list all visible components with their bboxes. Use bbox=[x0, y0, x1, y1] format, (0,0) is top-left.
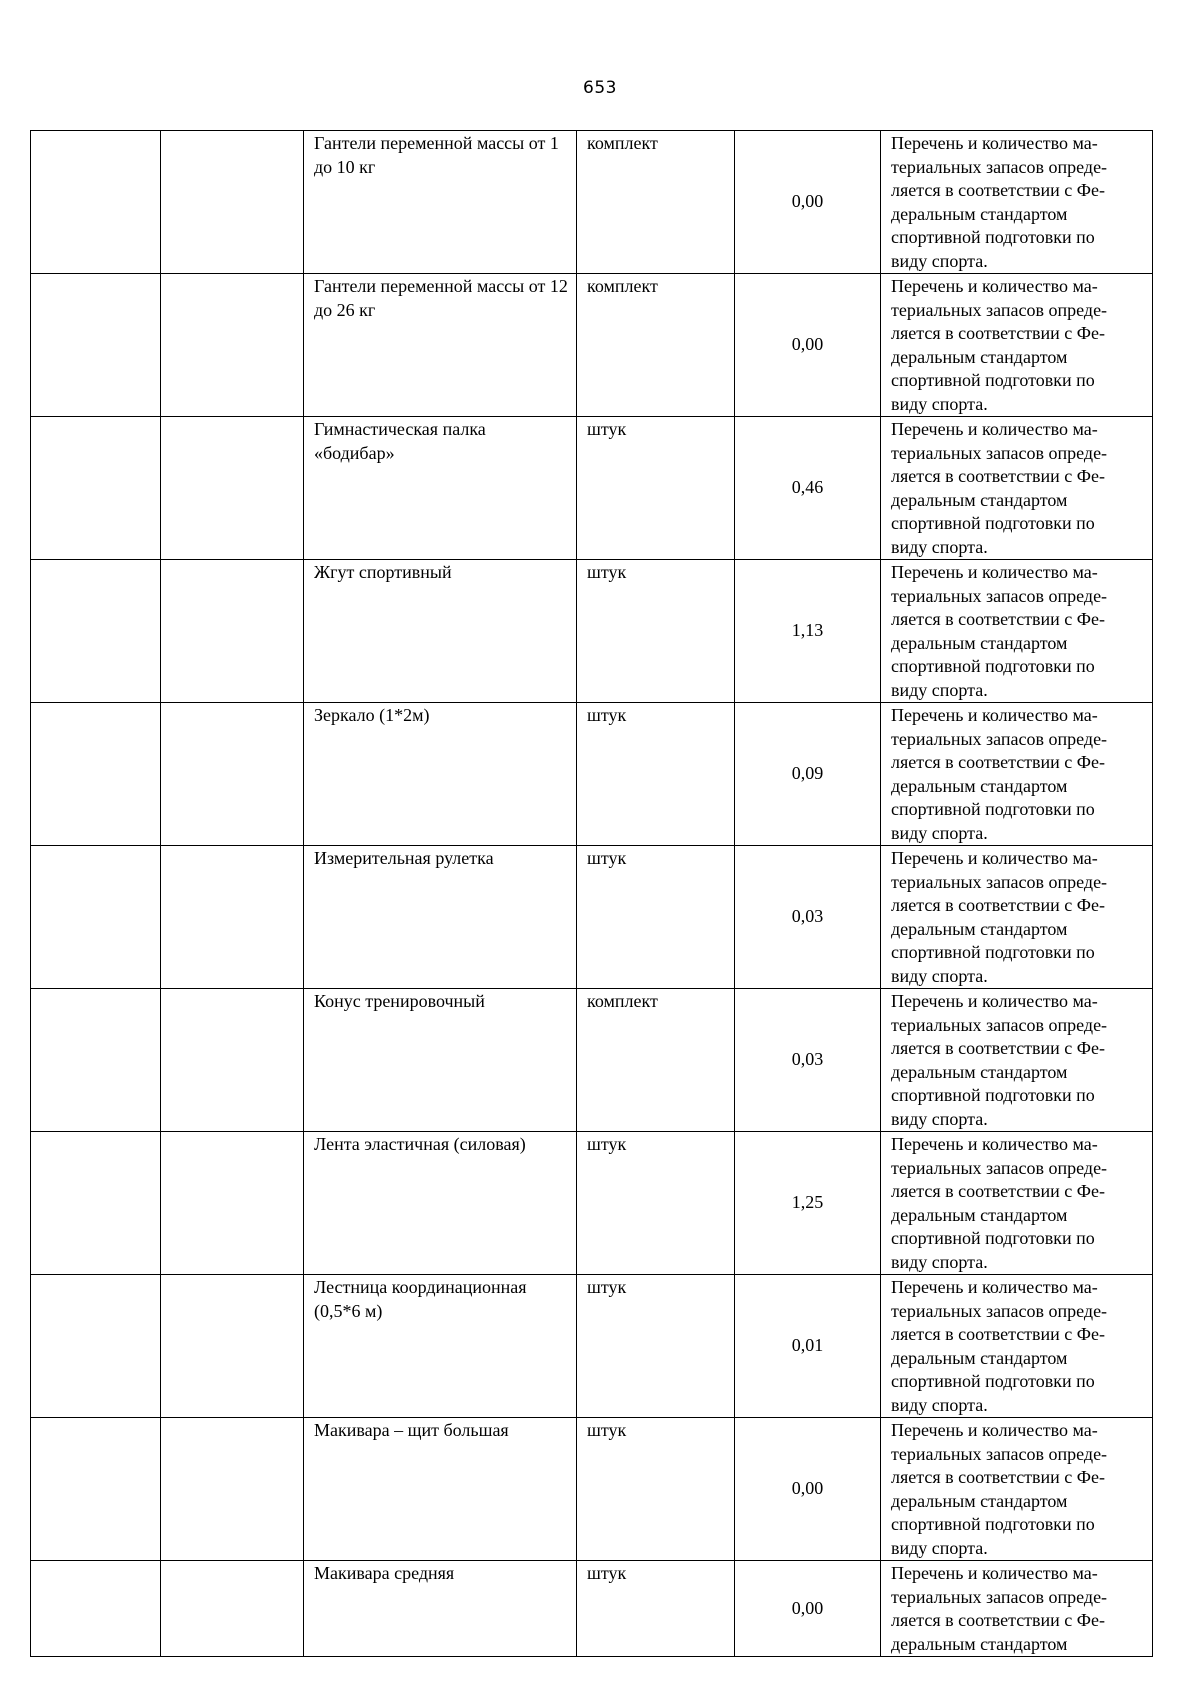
note-line: спортивной подготовки по bbox=[891, 942, 1095, 962]
subsection-cell bbox=[161, 1418, 304, 1561]
item-name: Макивара средняя bbox=[304, 1561, 577, 1657]
section-cell bbox=[31, 1418, 161, 1561]
item-note bbox=[881, 1275, 1153, 1418]
item-quantity: 0,03 bbox=[735, 846, 881, 989]
note-line: деральным стандартом bbox=[891, 1490, 1068, 1511]
item-quantity: 0,03 bbox=[735, 989, 881, 1132]
item-note bbox=[881, 703, 1153, 846]
note-line: виду спорта. bbox=[891, 1394, 988, 1415]
item-name: Макивара – щит большая bbox=[304, 1418, 577, 1561]
note-line: териальных запасов опреде- bbox=[891, 442, 1108, 463]
subsection-cell bbox=[161, 703, 304, 846]
note-line: ляется в соответствии с Фе- bbox=[891, 609, 1106, 629]
note-line: ляется в соответствии с Фе- bbox=[891, 1181, 1106, 1201]
item-name: Зеркало (1*2м) bbox=[304, 703, 577, 846]
item-quantity: 0,00 bbox=[735, 1418, 881, 1561]
item-unit: штук bbox=[577, 1275, 735, 1418]
item-note bbox=[881, 560, 1153, 703]
item-note bbox=[881, 417, 1153, 560]
item-name: Измерительная рулетка bbox=[304, 846, 577, 989]
subsection-cell bbox=[161, 1561, 304, 1657]
item-unit: штук bbox=[577, 1132, 735, 1275]
item-unit: штук bbox=[577, 417, 735, 560]
note-line: деральным стандартом bbox=[891, 1633, 1068, 1654]
note-line: Перечень и количество ма- bbox=[891, 1563, 1098, 1583]
note-line: спортивной подготовки по bbox=[891, 513, 1095, 533]
item-name: Гантели переменной массы от 12 до 26 кг bbox=[304, 274, 577, 417]
note-line: териальных запасов опреде- bbox=[891, 1157, 1108, 1178]
section-cell bbox=[31, 131, 161, 274]
note-line: виду спорта. bbox=[891, 965, 988, 986]
table-row bbox=[31, 703, 1153, 846]
section-cell bbox=[31, 1132, 161, 1275]
note-line: Перечень и количество ма- bbox=[891, 705, 1098, 725]
section-cell bbox=[31, 989, 161, 1132]
item-unit: штук bbox=[577, 560, 735, 703]
item-note bbox=[881, 1418, 1153, 1561]
note-line: Перечень и количество ма- bbox=[891, 276, 1098, 296]
note-line: ляется в соответствии с Фе- bbox=[891, 180, 1106, 200]
note-line: ляется в соответствии с Фе- bbox=[891, 895, 1106, 915]
note-line: деральным стандартом bbox=[891, 775, 1068, 796]
note-line: виду спорта. bbox=[891, 393, 988, 414]
item-name: Гантели переменной массы от 1 до 10 кг bbox=[304, 131, 577, 274]
subsection-cell bbox=[161, 1275, 304, 1418]
item-note bbox=[881, 989, 1153, 1132]
item-unit: комплект bbox=[577, 274, 735, 417]
item-unit: комплект bbox=[577, 989, 735, 1132]
note-line: спортивной подготовки по bbox=[891, 799, 1095, 819]
note-line: Перечень и количество ма- bbox=[891, 419, 1098, 439]
note-line: териальных запасов опреде- bbox=[891, 1443, 1108, 1464]
note-line: териальных запасов опреде- bbox=[891, 1586, 1108, 1607]
note-line: Перечень и количество ма- bbox=[891, 1277, 1098, 1297]
subsection-cell bbox=[161, 989, 304, 1132]
table-row bbox=[31, 417, 1153, 560]
item-note bbox=[881, 274, 1153, 417]
note-line: спортивной подготовки по bbox=[891, 1085, 1095, 1105]
subsection-cell bbox=[161, 131, 304, 274]
table-row bbox=[31, 131, 1153, 274]
item-name: Лестница координационная (0,5*6 м) bbox=[304, 1275, 577, 1418]
note-line: ляется в соответствии с Фе- bbox=[891, 323, 1106, 343]
note-line: деральным стандартом bbox=[891, 489, 1068, 510]
item-quantity: 0,01 bbox=[735, 1275, 881, 1418]
subsection-cell bbox=[161, 274, 304, 417]
item-quantity: 0,00 bbox=[735, 1561, 881, 1657]
item-name: Гимнастическая палка «бодибар» bbox=[304, 417, 577, 560]
item-unit: штук bbox=[577, 1561, 735, 1657]
note-line: териальных запасов опреде- bbox=[891, 871, 1108, 892]
item-unit: штук bbox=[577, 1418, 735, 1561]
item-name: Конус тренировочный bbox=[304, 989, 577, 1132]
note-line: териальных запасов опреде- bbox=[891, 728, 1108, 749]
item-unit: комплект bbox=[577, 131, 735, 274]
note-line: деральным стандартом bbox=[891, 1347, 1068, 1368]
item-name: Лента эластичная (силовая) bbox=[304, 1132, 577, 1275]
note-line: виду спорта. bbox=[891, 679, 988, 700]
note-line: виду спорта. bbox=[891, 250, 988, 271]
note-line: виду спорта. bbox=[891, 1537, 988, 1558]
section-cell bbox=[31, 274, 161, 417]
note-line: виду спорта. bbox=[891, 822, 988, 843]
note-line: виду спорта. bbox=[891, 1251, 988, 1272]
item-name: Жгут спортивный bbox=[304, 560, 577, 703]
subsection-cell bbox=[161, 560, 304, 703]
note-line: териальных запасов опреде- bbox=[891, 1300, 1108, 1321]
note-line: деральным стандартом bbox=[891, 203, 1068, 224]
section-cell bbox=[31, 1275, 161, 1418]
note-line: деральным стандартом bbox=[891, 1204, 1068, 1225]
note-line: спортивной подготовки по bbox=[891, 1371, 1095, 1391]
item-quantity: 0,00 bbox=[735, 131, 881, 274]
subsection-cell bbox=[161, 846, 304, 989]
note-line: Перечень и количество ма- bbox=[891, 848, 1098, 868]
item-note bbox=[881, 846, 1153, 989]
item-unit: штук bbox=[577, 703, 735, 846]
subsection-cell bbox=[161, 1132, 304, 1275]
note-line: деральным стандартом bbox=[891, 346, 1068, 367]
note-line: спортивной подготовки по bbox=[891, 227, 1095, 247]
note-line: спортивной подготовки по bbox=[891, 1514, 1095, 1534]
note-line: ляется в соответствии с Фе- bbox=[891, 752, 1106, 772]
table-row bbox=[31, 989, 1153, 1132]
table-row bbox=[31, 1561, 1153, 1657]
note-line: Перечень и количество ма- bbox=[891, 133, 1098, 153]
table-row bbox=[31, 1132, 1153, 1275]
table-row bbox=[31, 846, 1153, 989]
table-row bbox=[31, 1275, 1153, 1418]
note-line: ляется в соответствии с Фе- bbox=[891, 1038, 1106, 1058]
note-line: териальных запасов опреде- bbox=[891, 1014, 1108, 1035]
item-quantity: 1,25 bbox=[735, 1132, 881, 1275]
note-line: спортивной подготовки по bbox=[891, 370, 1095, 390]
material-reserves-table bbox=[30, 130, 1153, 1657]
section-cell bbox=[31, 560, 161, 703]
item-quantity: 0,46 bbox=[735, 417, 881, 560]
table-row bbox=[31, 1418, 1153, 1561]
note-line: ляется в соответствии с Фе- bbox=[891, 1610, 1106, 1630]
page-number: 653 bbox=[583, 78, 617, 98]
note-line: Перечень и количество ма- bbox=[891, 1420, 1098, 1440]
section-cell bbox=[31, 1561, 161, 1657]
table-row bbox=[31, 560, 1153, 703]
item-quantity: 0,09 bbox=[735, 703, 881, 846]
section-cell bbox=[31, 846, 161, 989]
note-line: териальных запасов опреде- bbox=[891, 156, 1108, 177]
table-row bbox=[31, 274, 1153, 417]
note-line: териальных запасов опреде- bbox=[891, 585, 1108, 606]
note-line: Перечень и количество ма- bbox=[891, 562, 1098, 582]
note-line: виду спорта. bbox=[891, 536, 988, 557]
item-quantity: 0,00 bbox=[735, 274, 881, 417]
item-note bbox=[881, 1561, 1153, 1657]
item-quantity: 1,13 bbox=[735, 560, 881, 703]
note-line: виду спорта. bbox=[891, 1108, 988, 1129]
note-line: ляется в соответствии с Фе- bbox=[891, 466, 1106, 486]
item-unit: штук bbox=[577, 846, 735, 989]
note-line: териальных запасов опреде- bbox=[891, 299, 1108, 320]
note-line: деральным стандартом bbox=[891, 918, 1068, 939]
note-line: Перечень и количество ма- bbox=[891, 1134, 1098, 1154]
note-line: деральным стандартом bbox=[891, 1061, 1068, 1082]
note-line: ляется в соответствии с Фе- bbox=[891, 1324, 1106, 1344]
note-line: спортивной подготовки по bbox=[891, 656, 1095, 676]
subsection-cell bbox=[161, 417, 304, 560]
item-note bbox=[881, 131, 1153, 274]
section-cell bbox=[31, 417, 161, 560]
note-line: деральным стандартом bbox=[891, 632, 1068, 653]
section-cell bbox=[31, 703, 161, 846]
item-note bbox=[881, 1132, 1153, 1275]
note-line: спортивной подготовки по bbox=[891, 1228, 1095, 1248]
note-line: Перечень и количество ма- bbox=[891, 991, 1098, 1011]
note-line: ляется в соответствии с Фе- bbox=[891, 1467, 1106, 1487]
